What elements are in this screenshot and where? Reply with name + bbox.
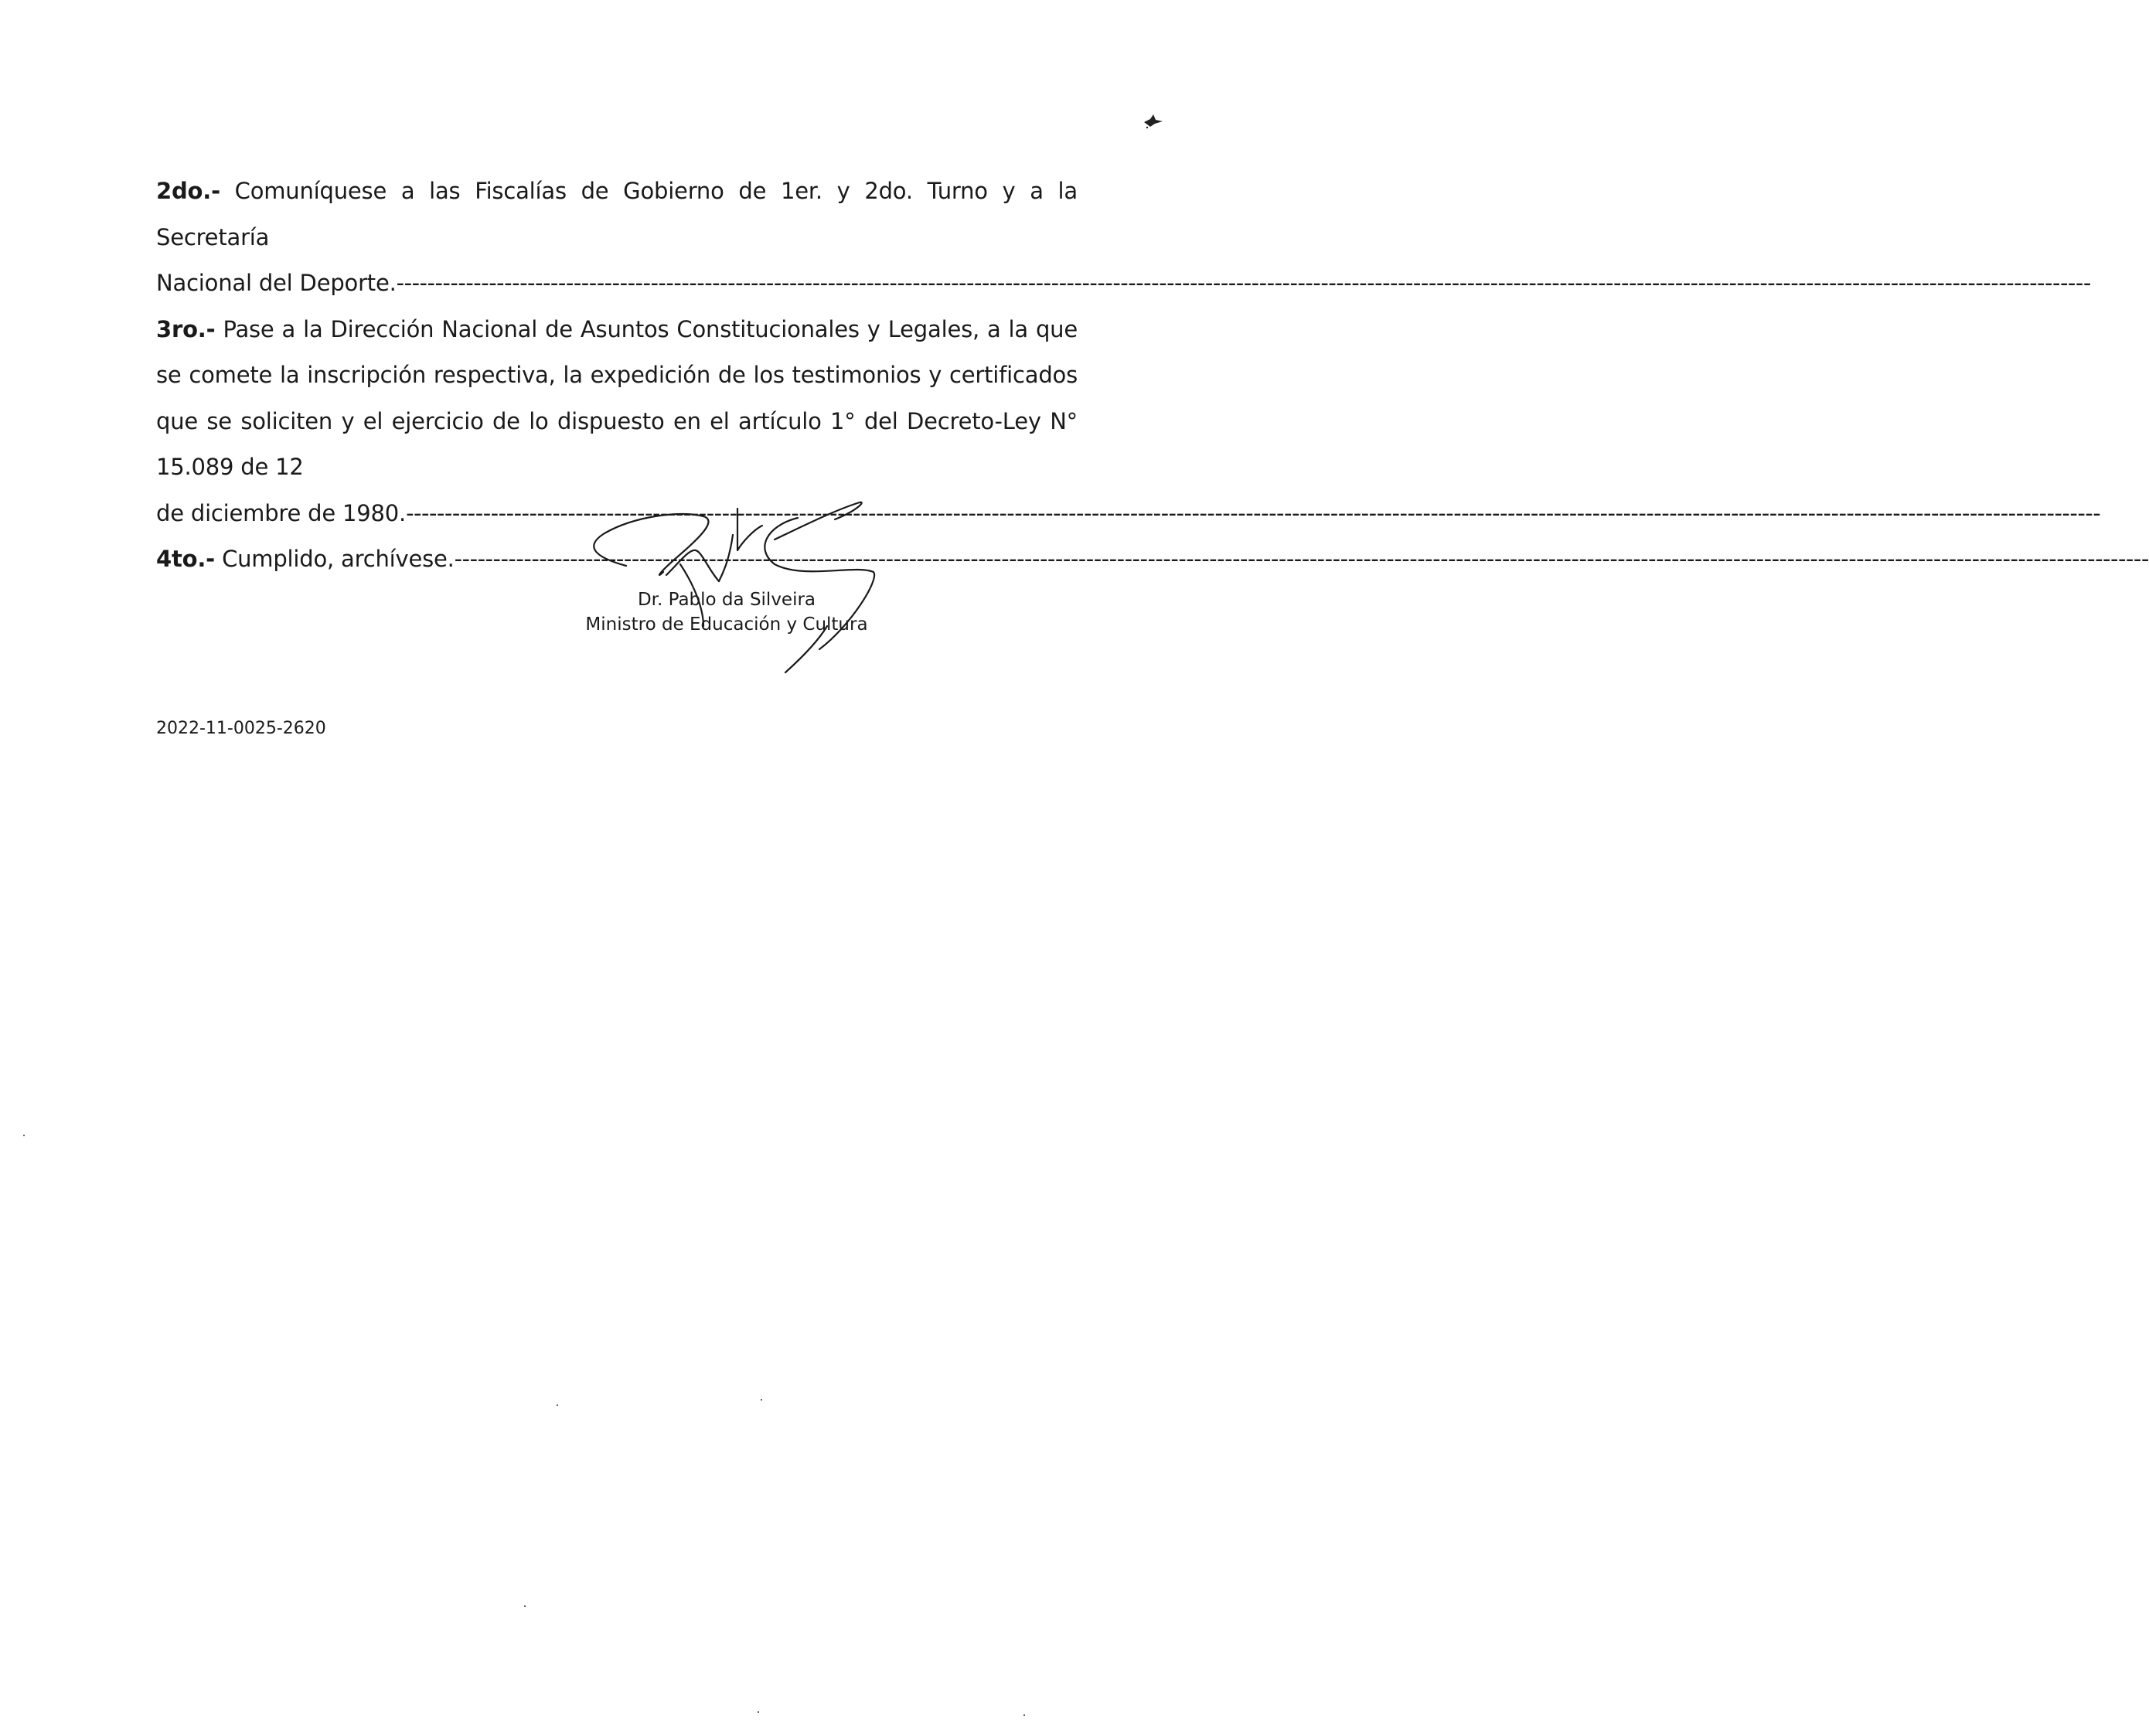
article-last-line: Nacional del Deporte.----------------------------------------------------------------------------------------------------------------------------------------------------------------------------------------------------------------------------	[156, 270, 2091, 296]
article-text: Comuníquese a las Fiscalías de Gobierno de 1er. y 2do. Turno y a la Secretaría	[156, 178, 1078, 250]
article-last-line: de diciembre de 1980.----------------------------------------------------------------------------------------------------------------------------------------------------------------------------------------------------------------------------	[156, 499, 2101, 526]
scan-mark-icon	[1143, 114, 1164, 130]
document-id: 2022-11-0025-2620	[156, 719, 326, 738]
signature-block	[541, 587, 912, 637]
signatory-title: Ministro de Educación y Cultura	[585, 614, 868, 635]
article-number: 2do.-	[156, 178, 220, 204]
article-text: Pase a la Dirección Nacional de Asuntos Constitucionales y Legales, a la que se comete la inscripción respectiva, la expedición de los testimonios y certificados que se soliciten y el ejercicio de lo dispuesto en el artículo 1° del Decreto-Ley N° 15.089 de 12	[156, 315, 1078, 480]
paragraph-2do	[156, 168, 1078, 260]
signatory-name: Dr. Pablo da Silveira	[637, 590, 816, 610]
article-number: 3ro.-	[156, 315, 216, 342]
article-number: 4to.-	[156, 546, 216, 572]
dash-fill: ----------------------------------------------------------------------------------------------------------------------------------------------------------------------------------------------------------------------------	[454, 546, 2149, 572]
article-last-line: Cumplido, archívese.	[222, 546, 455, 572]
scan-speck	[23, 1135, 25, 1136]
dash-fill: ----------------------------------------------------------------------------------------------------------------------------------------------------------------------------------------------------------------------------	[406, 499, 2101, 526]
dash-fill: ----------------------------------------------------------------------------------------------------------------------------------------------------------------------------------------------------------------------------	[396, 270, 2091, 296]
scan-speck	[1023, 1714, 1025, 1716]
scan-speck	[524, 1605, 526, 1607]
paragraph-3ro	[156, 307, 1078, 491]
scan-speck	[758, 1711, 759, 1713]
scan-speck	[761, 1399, 762, 1401]
scan-speck	[557, 1404, 558, 1406]
